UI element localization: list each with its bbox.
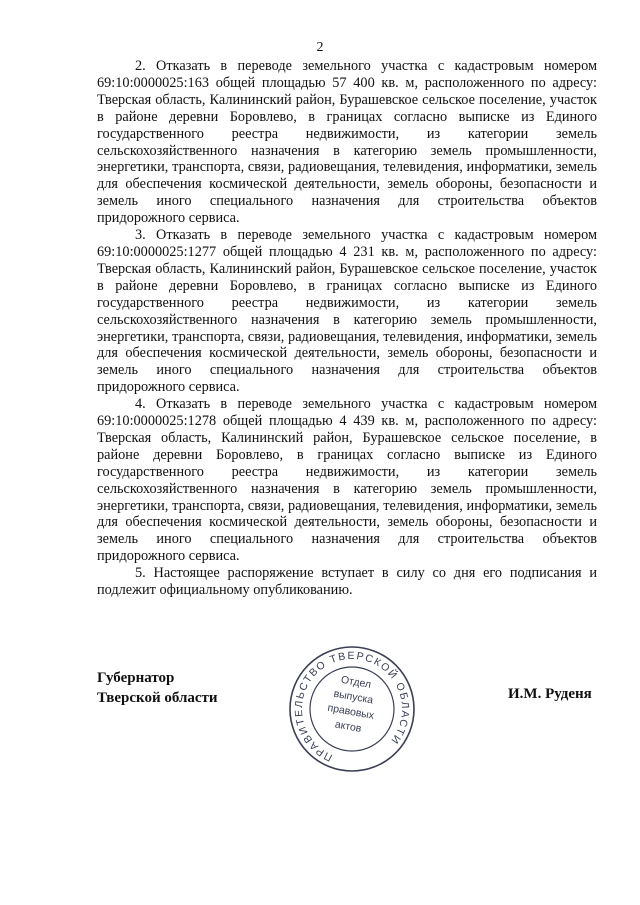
stamp-center-line: Отдел [339,673,372,691]
paragraph-item-4: 4. Отказать в переводе земельного участка с кадастровым номером 69:10:0000025:1278 общей площадью 4 439 кв. м, расположенного по адресу: Тверская область, Калининский район, Бурашевское сельское поселение, в районе деревни Боровлево, в границах согласно выписке из Единого государственного реестра недвижимости, из категории земель сельскохозяйственного назначения в категорию земель промышленности, энергетики, транспорта, связи, радиовещания, телевидения, информатики, земель для обеспечения космической деятельности, земель обороны, безопасности и земель иного специального назначения для строительства объектов придорожного сервиса. [97,396,597,565]
signatory-title-line1: Губернатор [97,670,175,686]
signatory-title [97,668,218,708]
signatory-name: И.М. Руденя [508,686,592,702]
stamp-ring-text: ПРАВИТЕЛЬСТВО ТВЕРСКОЙ ОБЛАСТИ [292,649,412,764]
paragraph-item-5: 5. Настоящее распоряжение вступает в силу со дня его подписания и подлежит официальному опубликованию. [97,565,597,599]
stamp-center-line: правовых [326,701,375,722]
signatory-title-line2: Тверской области [97,690,218,706]
paragraph-item-3: 3. Отказать в переводе земельного участка с кадастровым номером 69:10:0000025:1277 общей площадью 4 231 кв. м, расположенного по адресу: Тверская область, Калининский район, Бурашевское сельское поселение, участок в районе деревни Боровлево, в границах согласно выписке из Единого государственного реестра недвижимости, из категории земель сельскохозяйственного назначения в категорию земель промышленности, энергетики, транспорта, связи, радиовещания, телевидения, информатики, земель для обеспечения космической деятельности, земель обороны, безопасности и земель иного специального назначения для строительства объектов придорожного сервиса. [97,227,597,396]
document-body [97,58,597,599]
official-stamp [286,643,418,775]
stamp-center-line: выпуска [332,687,375,707]
stamp-center-line: актов [333,718,363,735]
page-number: 2 [316,40,324,55]
paragraph-item-2: 2. Отказать в переводе земельного участка с кадастровым номером 69:10:0000025:163 общей площадью 57 400 кв. м, расположенного по адресу: Тверская область, Калининский район, Бурашевское сельское поселение, участок в районе деревни Боровлево, в границах согласно выписке из Единого государственного реестра недвижимости, из категории земель сельскохозяйственного назначения в категорию земель промышленности, энергетики, транспорта, связи, радиовещания, телевидения, информатики, земель для обеспечения космической деятельности, земель обороны, безопасности и земель иного специального назначения для строительства объектов придорожного сервиса. [97,58,597,227]
